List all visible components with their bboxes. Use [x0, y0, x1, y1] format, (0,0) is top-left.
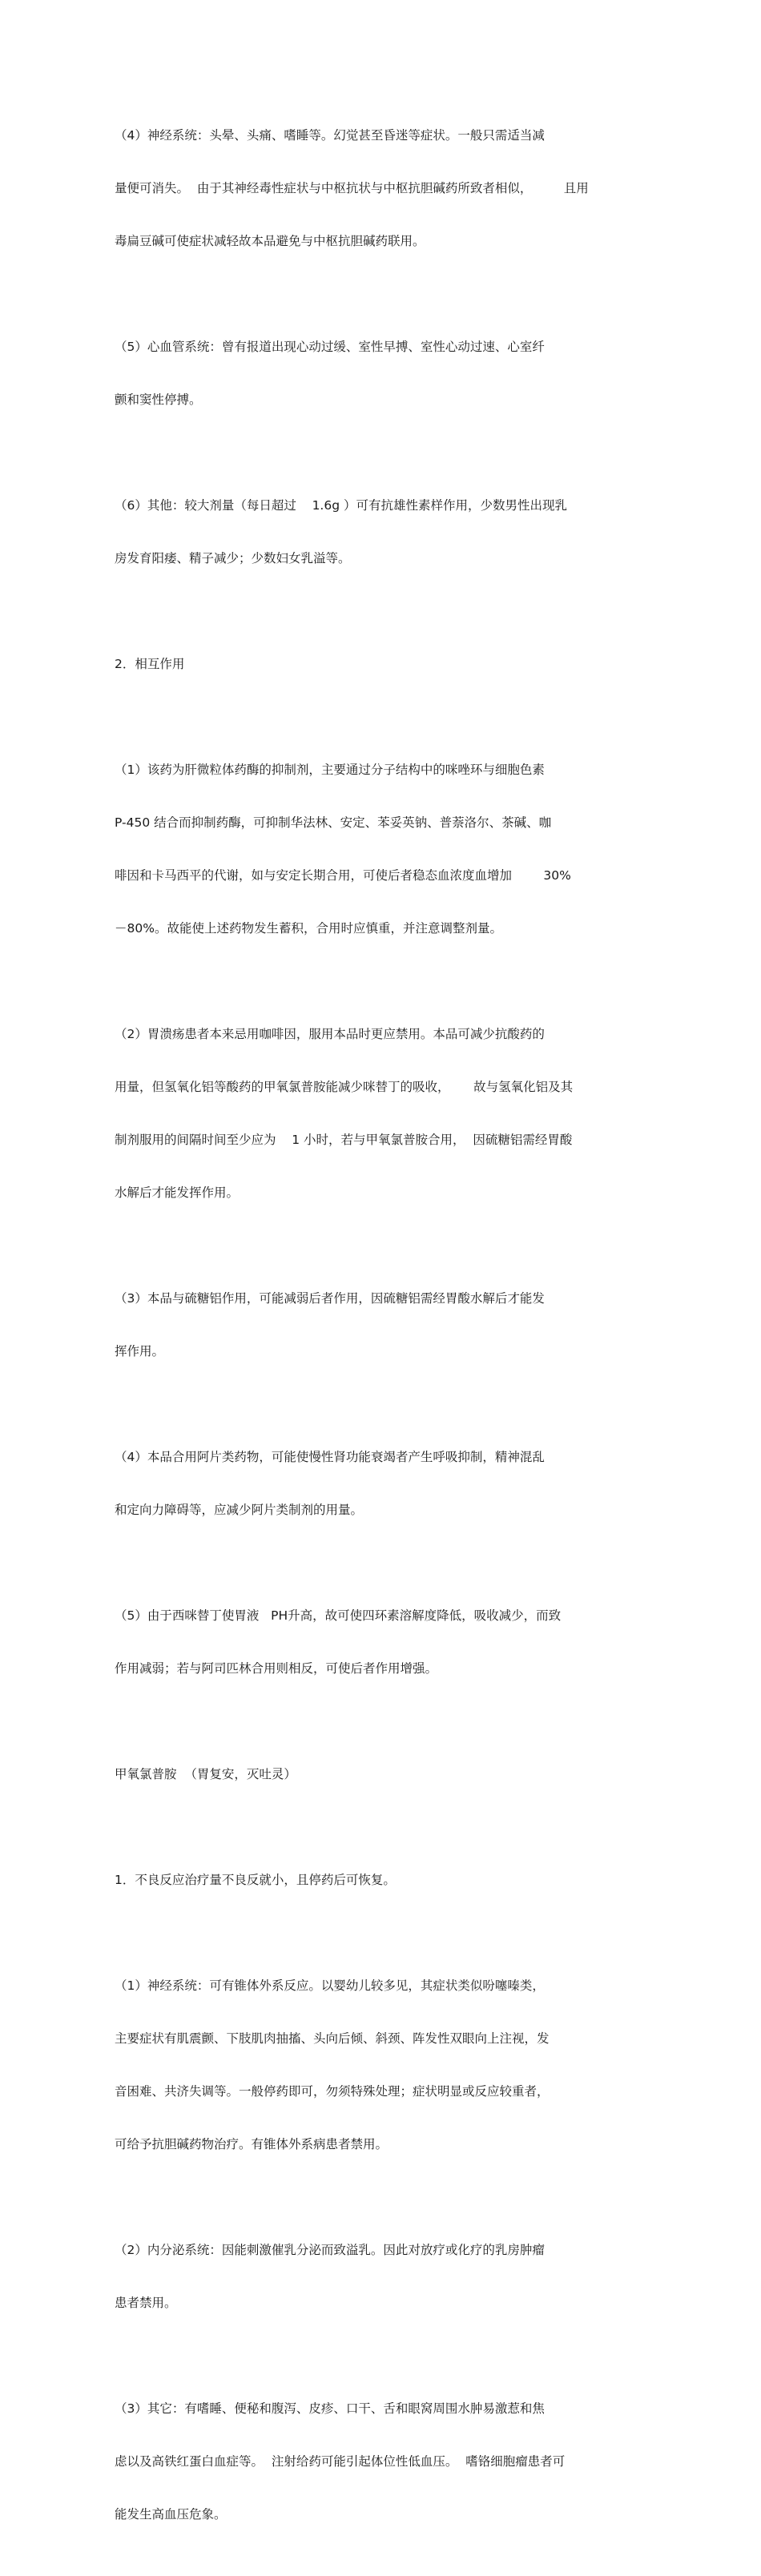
text-line: （4）本品合用阿片类药物，可能使慢性肾功能衰竭者产生呼吸抑制，精神混乱 — [115, 1450, 545, 1464]
section-heading — [115, 620, 651, 708]
text-line: P-450 结合而抑制药酶，可抑制华法林、安定、苯妥英钠、普萘洛尔、茶碱、咖 — [115, 815, 552, 830]
text-line: 音困难、共济失调等。一般停药即可，勿须特殊处理；症状明显或反应较重者， — [115, 2084, 550, 2099]
text-line: （3）其它：有嗜睡、便秘和腹泻、皮疹、口干、舌和眼窝周围水肿易激惹和焦 — [115, 2401, 545, 2416]
text-line: （1）神经系统：可有锥体外系反应。以婴幼儿较多见，其症状类似吩噻嗪类， — [115, 1978, 545, 1993]
text-line: 能发生高血压危象。 — [115, 2507, 227, 2522]
text-line: （2）胃溃疡患者本来忌用咖啡因，服用本品时更应禁用。本品可减少抗酸药的 — [115, 1027, 545, 1041]
text-line: （1）该药为肝微粒体药酶的抑制剂，主要通过分子结构中的咪唑环与细胞色素 — [115, 763, 545, 777]
paragraph — [115, 1413, 651, 1554]
text-line: 啡因和卡马西平的代谢，如与安定长期合用，可使后者稳态血浓度血增加 30% — [115, 868, 571, 883]
text-line: 量便可消失。 由于其神经毒性症状与中枢抗状与中枢抗胆碱药所致者相似， 且用 — [115, 181, 589, 195]
paragraph — [115, 1572, 651, 1713]
text-line: 房发育阳痿、精子减少；少数妇女乳溢等。 — [115, 551, 351, 566]
text-line: 甲氧氯普胺 （胃复安，灭吐灵） — [115, 1767, 296, 1781]
text-line: 用量，但氢氧化铝等酸药的甲氧氯普胺能减少咪替丁的吸收， 故与氢氧化铝及其 — [115, 1080, 574, 1094]
text-line: 毒扁豆碱可使症状减轻故本品避免与中枢抗胆碱药联用。 — [115, 234, 425, 248]
text-line: 挥作用。 — [115, 1344, 165, 1358]
text-line: 2．相互作用 — [115, 657, 185, 671]
text-line: 患者禁用。 — [115, 2296, 177, 2310]
paragraph — [115, 1942, 651, 2188]
paragraph — [115, 91, 651, 285]
paragraph — [115, 726, 651, 972]
text-line: （6）其他：较大剂量（每日超过 1.6g ）可有抗雄性素样作用，少数男性出现乳 — [115, 498, 567, 513]
section-heading — [115, 1836, 651, 1924]
section-heading — [115, 1730, 651, 1818]
paragraph — [115, 461, 651, 602]
text-line: 颤和窦性停搏。 — [115, 392, 202, 407]
paragraph — [115, 2206, 651, 2347]
paragraph — [115, 990, 651, 1237]
text-line: （3）本品与硫糖铝作用，可能减弱后者作用，因硫糖铝需经胃酸水解后才能发 — [115, 1291, 545, 1306]
paragraph — [115, 1254, 651, 1395]
text-line: 虑以及高铁红蛋白血症等。 注射给药可能引起体位性低血压。 嗜铬细胞瘤患者可 — [115, 2454, 566, 2469]
text-line: 可给予抗胆碱药物治疗。有锥体外系病患者禁用。 — [115, 2137, 389, 2151]
text-line: （5）心血管系统：曾有报道出现心动过缓、室性早搏、室性心动过速、心室纤 — [115, 340, 545, 354]
text-line: 作用减弱；若与阿司匹林合用则相反，可使后者作用增强。 — [115, 1661, 438, 1676]
document-body — [115, 91, 651, 2576]
text-line: －80%。故能使上述药物发生蓄积，合用时应慎重，并注意调整剂量。 — [115, 921, 502, 936]
text-line: 制剂服用的间隔时间至少应为 1 小时，若与甲氧氯普胺合用， 因硫糖铝需经胃酸 — [115, 1133, 573, 1147]
text-line: 水解后才能发挥作用。 — [115, 1185, 240, 1200]
paragraph — [115, 2365, 651, 2558]
paragraph — [115, 303, 651, 444]
text-line: （2）内分泌系统：因能刺激催乳分泌而致溢乳。因此对放疗或化疗的乳房肿瘤 — [115, 2243, 545, 2257]
text-line: 主要症状有肌震颤、下肢肌肉抽搐、头向后倾、斜颈、阵发性双眼向上注视，发 — [115, 2031, 550, 2046]
text-line: 和定向力障碍等，应减少阿片类制剂的用量。 — [115, 1503, 364, 1517]
text-line: （4）神经系统：头晕、头痛、嗜睡等。幻觉甚至昏迷等症状。一般只需适当减 — [115, 128, 545, 143]
text-line: （5）由于西咪替丁使胃液 PH升高，故可使四环素溶解度降低，吸收减少，而致 — [115, 1608, 562, 1623]
text-line: 1．不良反应治疗量不良反就小，且停药后可恢复。 — [115, 1873, 396, 1887]
